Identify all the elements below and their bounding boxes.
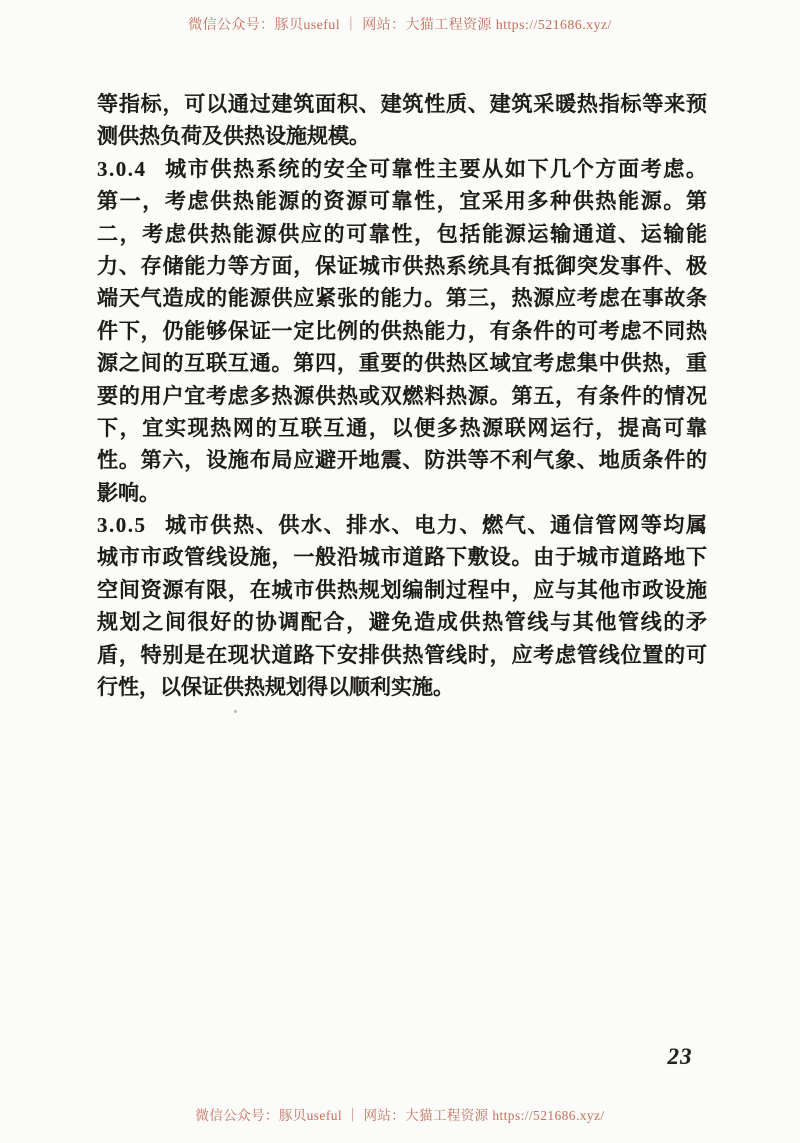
page-body-text [97,88,707,703]
text-line: 3.0.5 城市供热、供水、排水、电力、燃气、通信管网等均属 [97,513,707,538]
text-line: 性。第六，设施布局应避开地震、防洪等不利气象、地质条件的 [97,448,707,473]
text-line: 端天气造成的能源供应紧张的能力。第三，热源应考虑在事故条 [97,286,707,311]
text-line: 下，宜实现热网的互联互通，以便多热源联网运行，提高可靠 [97,415,707,440]
text-line: 空间资源有限，在城市供热规划编制过程中，应与其他市政设施 [97,577,707,602]
text-line: 力、存储能力等方面，保证城市供热系统具有抵御突发事件、极 [97,253,707,278]
text-line: 第一，考虑供热能源的资源可靠性，宜采用多种供热能源。第 [97,189,707,214]
text-line: 件下，仍能够保证一定比例的供热能力，有条件的可考虑不同热 [97,318,707,343]
text-line: 二，考虑供热能源供应的可靠性，包括能源运输通道、运输能 [97,221,707,246]
text-line: 行性，以保证供热规划得以顺利实施。 [97,675,454,700]
scan-speck [234,710,237,713]
text-line: 要的用户宜考虑多热源供热或双燃料热源。第五，有条件的情况 [97,383,707,408]
clause-number: 3.0.4 [97,156,147,181]
text-line: 源之间的互联互通。第四，重要的供热区域宜考虑集中供热，重 [97,351,707,376]
clause-number: 3.0.5 [97,513,147,538]
text-line: 规划之间很好的协调配合，避免造成供热管线与其他管线的矛 [97,610,707,635]
footer-watermark: 微信公众号：豚贝useful ｜ 网站：大猫工程资源 https://521686.xyz/ [195,1108,605,1123]
text-line: 3.0.4 城市供热系统的安全可靠性主要从如下几个方面考虑。 [97,156,707,181]
text-line: 测供热负荷及供热设施规模。 [97,124,370,149]
page-number: 23 [667,1044,693,1069]
header-watermark: 微信公众号：豚贝useful ｜ 网站：大猫工程资源 https://521686.xyz/ [188,18,612,33]
text-line: 盾，特别是在现状道路下安排供热管线时，应考虑管线位置的可 [97,642,707,667]
text-line: 城市市政管线设施，一般沿城市道路下敷设。由于城市道路地下 [97,545,707,570]
text-line: 影响。 [97,480,160,505]
text-line: 等指标，可以通过建筑面积、建筑性质、建筑采暖热指标等来预 [97,92,707,116]
